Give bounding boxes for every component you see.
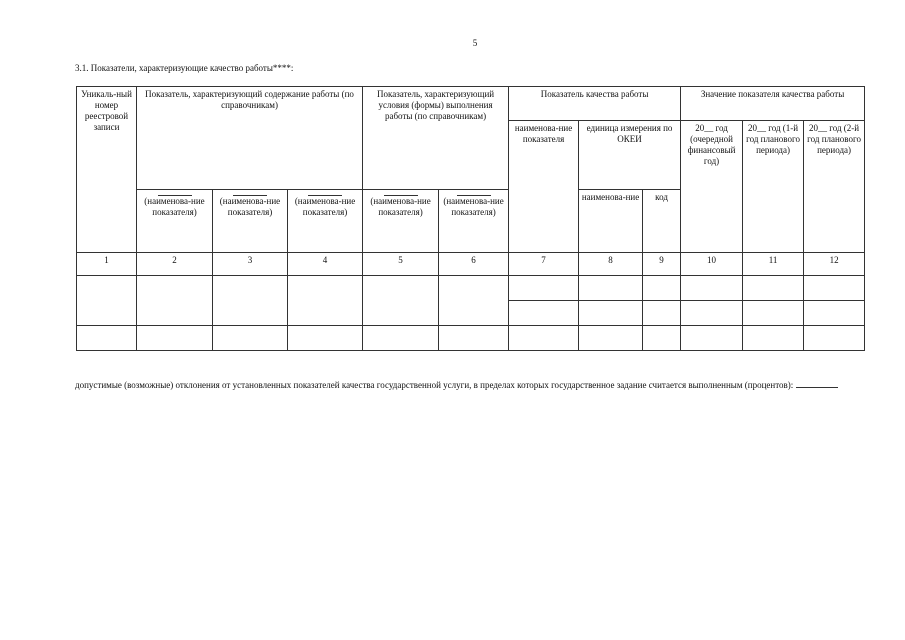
- col-number: 12: [804, 253, 865, 276]
- empty-cell[interactable]: [363, 326, 439, 351]
- empty-cell[interactable]: [509, 276, 579, 301]
- empty-cell[interactable]: [579, 301, 643, 326]
- quality-indicators-table: [76, 86, 865, 351]
- col-number: 4: [288, 253, 363, 276]
- header-indicator-value: Значение показателя качества работы: [681, 87, 865, 121]
- empty-cell[interactable]: [743, 326, 804, 351]
- tolerance-blank-field[interactable]: [796, 379, 838, 388]
- col-number: 5: [363, 253, 439, 276]
- empty-cell[interactable]: [743, 276, 804, 301]
- table-row: [77, 326, 865, 351]
- empty-cell[interactable]: [439, 326, 509, 351]
- empty-cell[interactable]: [288, 276, 363, 326]
- empty-cell[interactable]: [509, 301, 579, 326]
- empty-cell[interactable]: [681, 301, 743, 326]
- header-conditions-indicator: Показатель, характеризующий условия (формы) выполнения работы (по справочникам): [363, 87, 509, 190]
- header-unit-code: код: [643, 190, 681, 253]
- header-year-plan-2: 20__ год (2-й год планового периода): [804, 121, 865, 253]
- col-number: 6: [439, 253, 509, 276]
- empty-cell[interactable]: [743, 301, 804, 326]
- header-year-current: 20__ год (очередной финансовый год): [681, 121, 743, 253]
- empty-cell[interactable]: [804, 326, 865, 351]
- header-year-plan-1: 20__ год (1-й год планового периода): [743, 121, 804, 253]
- page-number: 5: [472, 38, 478, 48]
- empty-cell[interactable]: [681, 326, 743, 351]
- tolerance-note: [75, 379, 875, 391]
- subheader-content-1: (наименова-ние показателя): [137, 190, 213, 253]
- header-content-indicator: Показатель, характеризующий содержание работы (по справочникам): [137, 87, 363, 190]
- empty-cell[interactable]: [213, 326, 288, 351]
- empty-cell[interactable]: [579, 326, 643, 351]
- section-title: 3.1. Показатели, характеризующие качество работы****:: [75, 63, 294, 73]
- header-indicator-name: наименова-ние показателя: [509, 121, 579, 253]
- empty-cell[interactable]: [643, 276, 681, 301]
- tolerance-text: допустимые (возможные) отклонения от установленных показателей качества государственной услуги, в пределах которых государственное задание считается выполненным (процентов):: [75, 380, 794, 390]
- subheader-content-3: (наименова-ние показателя): [288, 190, 363, 253]
- subheader-conditions-2: (наименова-ние показателя): [439, 190, 509, 253]
- col-number: 10: [681, 253, 743, 276]
- empty-cell[interactable]: [439, 276, 509, 326]
- empty-cell[interactable]: [77, 276, 137, 326]
- header-unit-name: наименова-ние: [579, 190, 643, 253]
- empty-cell[interactable]: [288, 326, 363, 351]
- header-quality-indicator: Показатель качества работы: [509, 87, 681, 121]
- col-number: 11: [743, 253, 804, 276]
- empty-cell[interactable]: [509, 326, 579, 351]
- empty-cell[interactable]: [213, 276, 288, 326]
- table-row: [77, 276, 865, 301]
- empty-cell[interactable]: [643, 301, 681, 326]
- subheader-conditions-1: (наименова-ние показателя): [363, 190, 439, 253]
- empty-cell[interactable]: [363, 276, 439, 326]
- subheader-content-2: (наименова-ние показателя): [213, 190, 288, 253]
- column-numbers-row: [77, 253, 865, 276]
- col-number: 3: [213, 253, 288, 276]
- col-number: 9: [643, 253, 681, 276]
- col-number: 2: [137, 253, 213, 276]
- col-number: 7: [509, 253, 579, 276]
- empty-cell[interactable]: [137, 276, 213, 326]
- header-unit-okei: единица измерения по ОКЕИ: [579, 121, 681, 190]
- empty-cell[interactable]: [137, 326, 213, 351]
- empty-cell[interactable]: [579, 276, 643, 301]
- col-number: 1: [77, 253, 137, 276]
- empty-cell[interactable]: [681, 276, 743, 301]
- header-unique-number: Уникаль-ный номер реестровой записи: [77, 87, 137, 253]
- empty-cell[interactable]: [804, 301, 865, 326]
- empty-cell[interactable]: [804, 276, 865, 301]
- col-number: 8: [579, 253, 643, 276]
- empty-cell[interactable]: [643, 326, 681, 351]
- empty-cell[interactable]: [77, 326, 137, 351]
